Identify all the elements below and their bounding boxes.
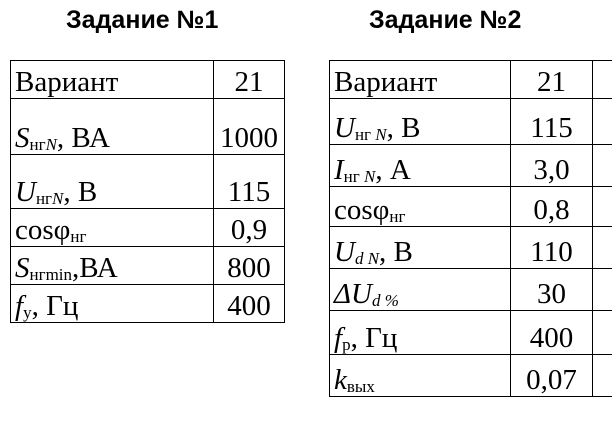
task1-row-u-ng-n bbox=[11, 155, 285, 209]
value-cell: 400 bbox=[511, 311, 593, 355]
param-symbol: U bbox=[334, 112, 355, 144]
param-symbol: U bbox=[15, 176, 36, 208]
param-subscript: d % bbox=[371, 291, 399, 310]
param-symbol: ΔU bbox=[334, 278, 372, 310]
param-cell bbox=[11, 155, 214, 209]
param-subscript: р bbox=[342, 335, 351, 354]
param-symbol: cosφ bbox=[15, 214, 71, 246]
param-cell bbox=[11, 285, 214, 323]
param-subscript: нгN bbox=[29, 135, 57, 154]
param-subscript: у bbox=[23, 303, 32, 322]
param-label: Вариант bbox=[334, 66, 438, 98]
param-symbol: f bbox=[334, 322, 343, 354]
value-cell: 1000 bbox=[214, 99, 285, 155]
blank-cell bbox=[593, 269, 612, 311]
value-cell: 115 bbox=[214, 155, 285, 209]
blank-cell bbox=[593, 145, 612, 187]
task2-row-delta-u bbox=[330, 269, 612, 311]
param-symbol: f bbox=[15, 290, 24, 322]
param-cell bbox=[11, 99, 214, 155]
param-cell bbox=[330, 227, 511, 269]
task1-row-variant bbox=[11, 61, 285, 99]
blank-cell bbox=[593, 99, 612, 145]
value-cell: 0,07 bbox=[511, 355, 593, 397]
task2-row-u-d-n bbox=[330, 227, 612, 269]
task2-row-i-ng-n bbox=[330, 145, 612, 187]
value-cell: 21 bbox=[214, 61, 285, 99]
param-subscript: нг N bbox=[343, 167, 376, 186]
blank-cell bbox=[593, 311, 612, 355]
param-subscript: нг bbox=[70, 227, 87, 246]
value-cell: 115 bbox=[511, 99, 593, 145]
param-subscript: нгN bbox=[35, 189, 64, 208]
param-label: Вариант bbox=[15, 66, 119, 98]
param-cell bbox=[330, 355, 511, 397]
param-cell bbox=[330, 61, 511, 99]
blank-cell bbox=[593, 355, 612, 397]
blank-cell bbox=[593, 61, 612, 99]
task1-table bbox=[10, 60, 285, 323]
param-unit: , В bbox=[379, 236, 413, 268]
param-symbol: U bbox=[334, 236, 355, 268]
param-cell bbox=[11, 247, 214, 285]
param-symbol: k bbox=[334, 364, 347, 396]
task2-row-variant bbox=[330, 61, 612, 99]
param-subscript: вых bbox=[346, 377, 375, 396]
param-unit: , Гц bbox=[350, 322, 398, 354]
value-cell: 3,0 bbox=[511, 145, 593, 187]
param-unit: , В bbox=[63, 176, 98, 208]
task1-row-s-ng-n bbox=[11, 99, 285, 155]
param-subscript: d N bbox=[354, 249, 380, 268]
param-cell bbox=[330, 269, 511, 311]
param-symbol: S bbox=[15, 122, 30, 154]
blank-cell bbox=[593, 187, 612, 227]
param-subscript: нгmin bbox=[29, 265, 73, 284]
param-symbol: I bbox=[334, 154, 344, 186]
param-unit: ,ВА bbox=[72, 252, 118, 284]
task1-title: Задание №1 bbox=[66, 6, 219, 34]
param-unit: , Гц bbox=[31, 290, 79, 322]
param-subscript: нг bbox=[389, 207, 406, 226]
task2-row-u-ng-n bbox=[330, 99, 612, 145]
task1-row-cosphi bbox=[11, 209, 285, 247]
task1-row-f-y bbox=[11, 285, 285, 323]
value-cell: 21 bbox=[511, 61, 593, 99]
param-symbol: S bbox=[15, 252, 30, 284]
task2-row-k-vyh bbox=[330, 355, 612, 397]
param-subscript: нг N bbox=[354, 125, 387, 144]
task1-row-s-ng-min bbox=[11, 247, 285, 285]
task2-row-f-p bbox=[330, 311, 612, 355]
value-cell: 400 bbox=[214, 285, 285, 323]
param-unit: , В bbox=[386, 112, 421, 144]
blank-cell bbox=[593, 227, 612, 269]
task2-table bbox=[329, 60, 612, 397]
value-cell: 0,9 bbox=[214, 209, 285, 247]
value-cell: 30 bbox=[511, 269, 593, 311]
param-unit: , ВА bbox=[56, 122, 110, 154]
param-cell bbox=[330, 99, 511, 145]
param-cell bbox=[11, 209, 214, 247]
param-cell bbox=[330, 187, 511, 227]
param-cell bbox=[11, 61, 214, 99]
param-symbol: cosφ bbox=[334, 194, 390, 226]
param-unit: , А bbox=[375, 154, 411, 186]
task2-row-cosphi bbox=[330, 187, 612, 227]
param-cell bbox=[330, 145, 511, 187]
task2-title: Задание №2 bbox=[369, 6, 522, 34]
value-cell: 110 bbox=[511, 227, 593, 269]
value-cell: 800 bbox=[214, 247, 285, 285]
param-cell bbox=[330, 311, 511, 355]
value-cell: 0,8 bbox=[511, 187, 593, 227]
